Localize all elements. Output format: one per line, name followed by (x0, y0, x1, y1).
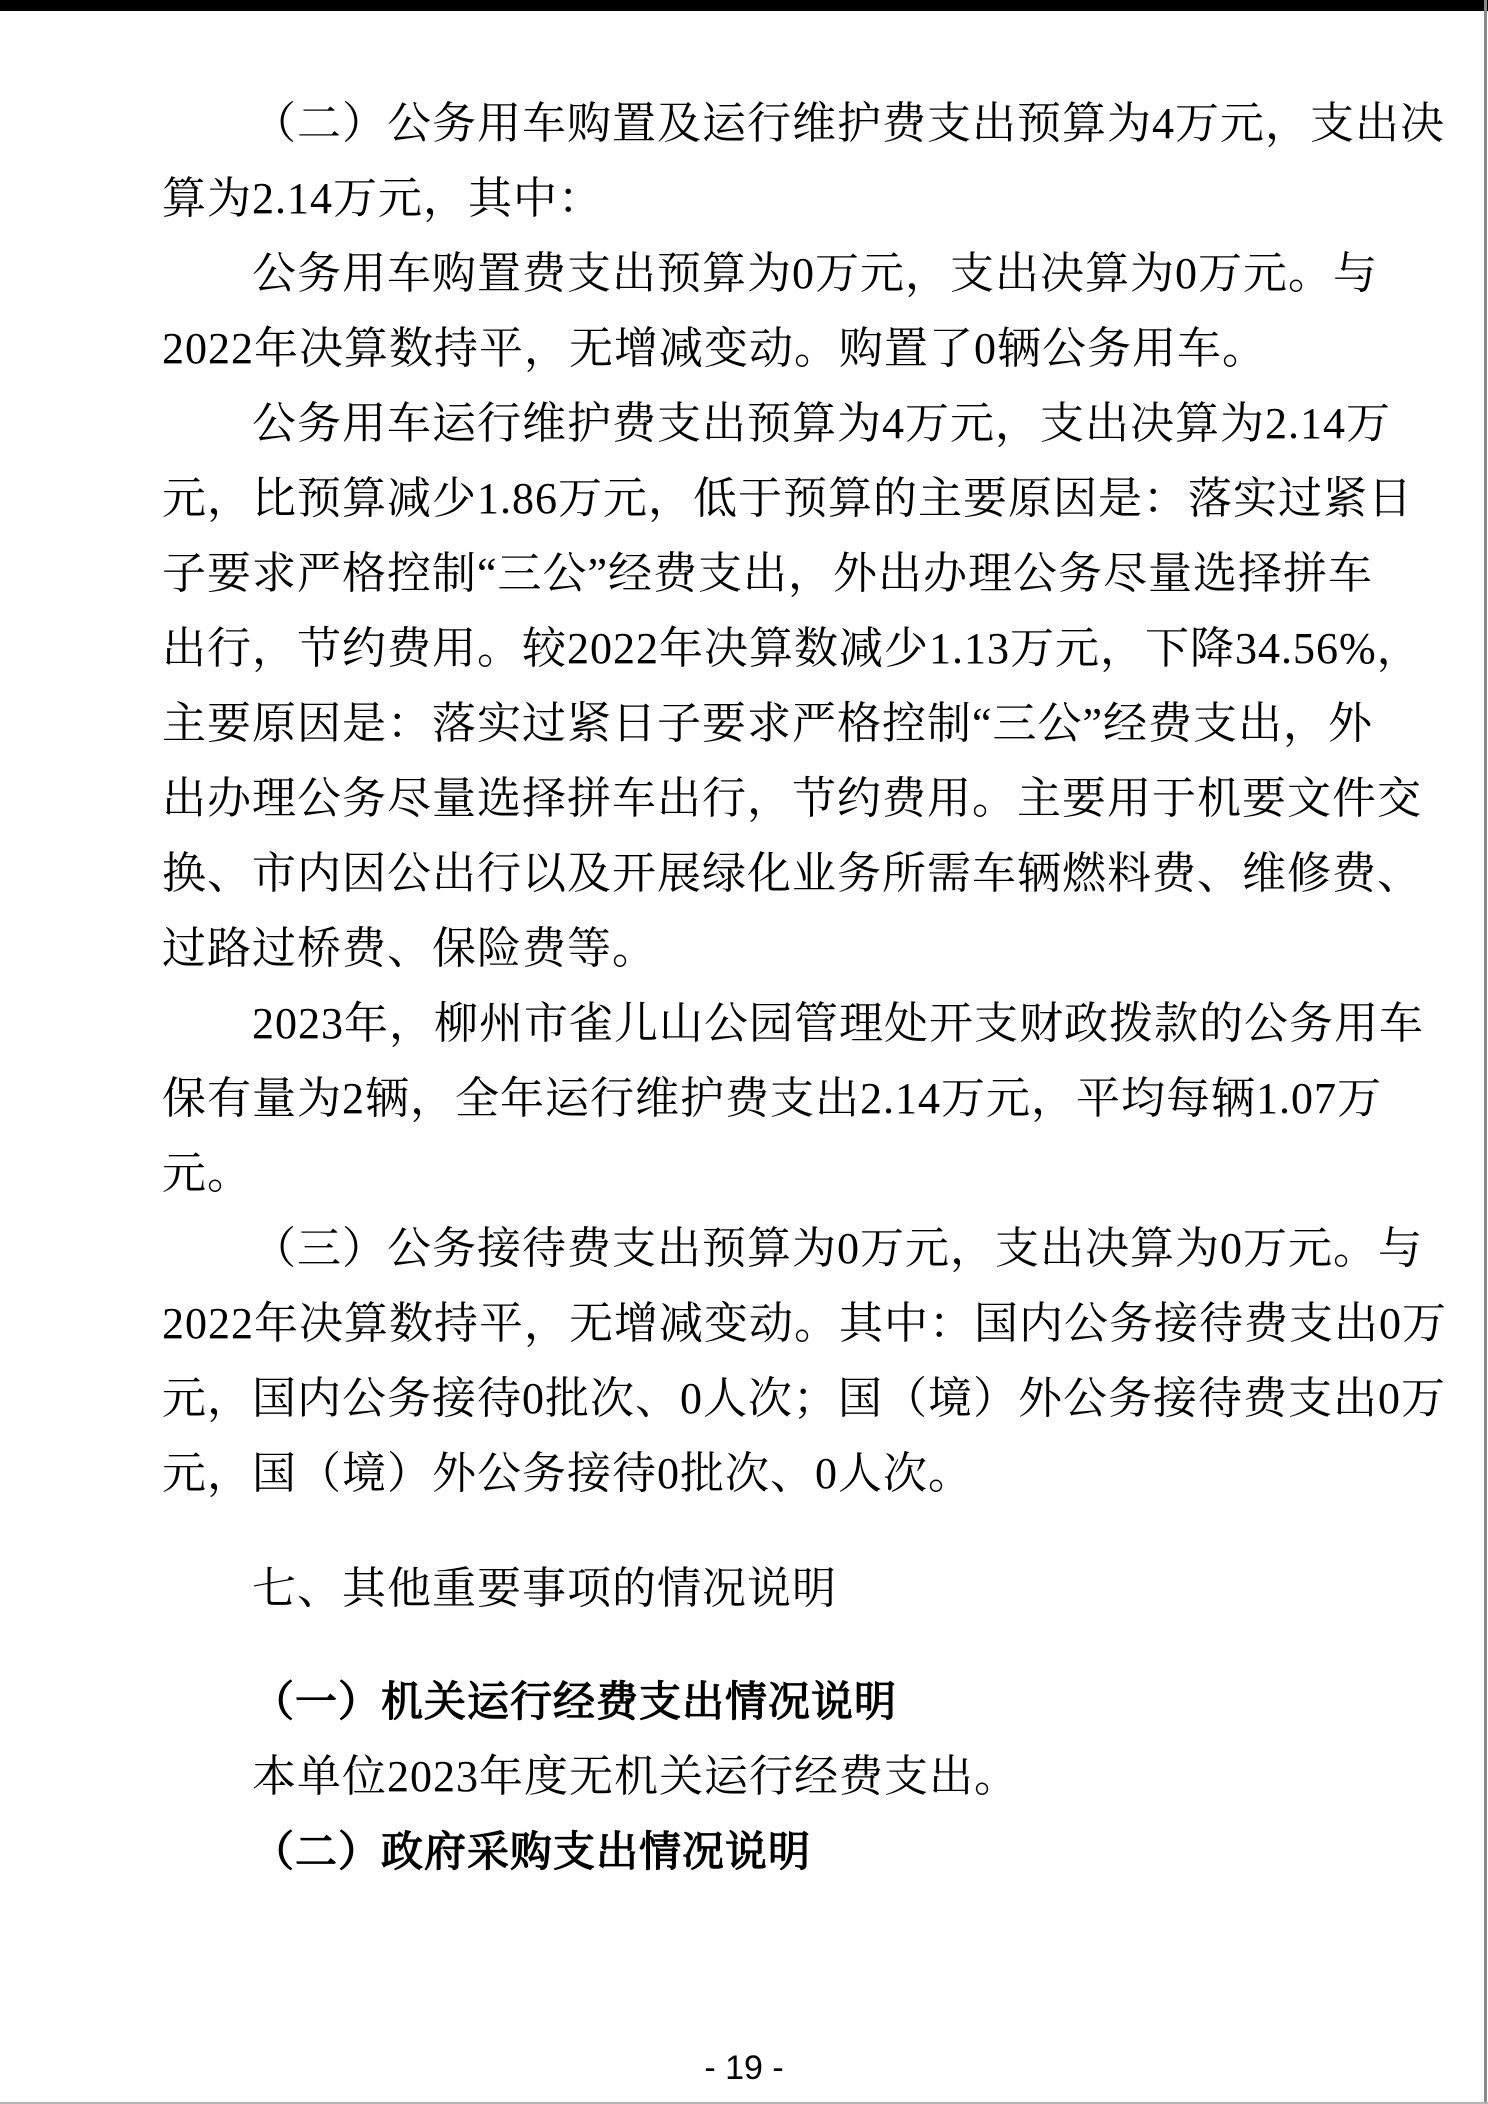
text-line-22: 本单位2023年度无机关运行经费支出。 (252, 1752, 1019, 1801)
text-line-8: 出行，节约费用。较2022年决算数减少1.13万元，下降34.56%， (162, 624, 1422, 673)
text-line-18: 元，国内公务接待0批次、0人次；国（境）外公务接待费支出0万 (162, 1374, 1446, 1423)
text-line-19: 元，国（境）外公务接待0批次、0人次。 (162, 1449, 973, 1498)
text-line-6: 元，比预算减少1.86万元，低于预算的主要原因是：落实过紧日 (162, 474, 1413, 523)
text-line-23: （二）政府采购支出情况说明 (252, 1828, 812, 1875)
text-line-20: 七、其他重要事项的情况说明 (252, 1564, 837, 1613)
text-line-2: 算为2.14万元，其中： (162, 174, 603, 223)
page-number: - 19 - (704, 2049, 784, 2087)
text-line-9: 主要原因是：落实过紧日子要求严格控制“三公”经费支出，外 (162, 699, 1374, 748)
text-line-1: （二）公务用车购置及运行维护费支出预算为4万元，支出决 (252, 99, 1445, 148)
text-line-7: 子要求严格控制“三公”经费支出，外出办理公务尽量选择拼车 (162, 549, 1374, 598)
text-line-13: 2023年，柳州市雀儿山公园管理处开支财政拨款的公务用车 (252, 999, 1424, 1048)
text-line-4: 2022年决算数持平，无增减变动。购置了0辆公务用车。 (162, 324, 1267, 373)
text-line-17: 2022年决算数持平，无增减变动。其中：国内公务接待费支出0万 (162, 1299, 1447, 1348)
text-line-5: 公务用车运行维护费支出预算为4万元，支出决算为2.14万 (252, 399, 1391, 448)
text-line-11: 换、市内因公出行以及开展绿化业务所需车辆燃料费、维修费、 (162, 849, 1422, 898)
scan-top-edge-bar (0, 0, 1488, 11)
text-line-3: 公务用车购置费支出预算为0万元，支出决算为0万元。与 (252, 249, 1378, 298)
text-line-14: 保有量为2辆，全年运行维护费支出2.14万元，平均每辆1.07万 (162, 1074, 1382, 1123)
document-body (162, 86, 1447, 1889)
text-line-16: （三）公务接待费支出预算为0万元，支出决算为0万元。与 (252, 1224, 1423, 1273)
text-line-21: （一）机关运行经费支出情况说明 (252, 1678, 898, 1725)
scan-right-edge-line (1484, 0, 1487, 2104)
text-line-15: 元。 (162, 1149, 252, 1198)
text-line-12: 过路过桥费、保险费等。 (162, 924, 657, 973)
text-line-10: 出办理公务尽量选择拼车出行，节约费用。主要用于机要文件交 (162, 774, 1422, 823)
